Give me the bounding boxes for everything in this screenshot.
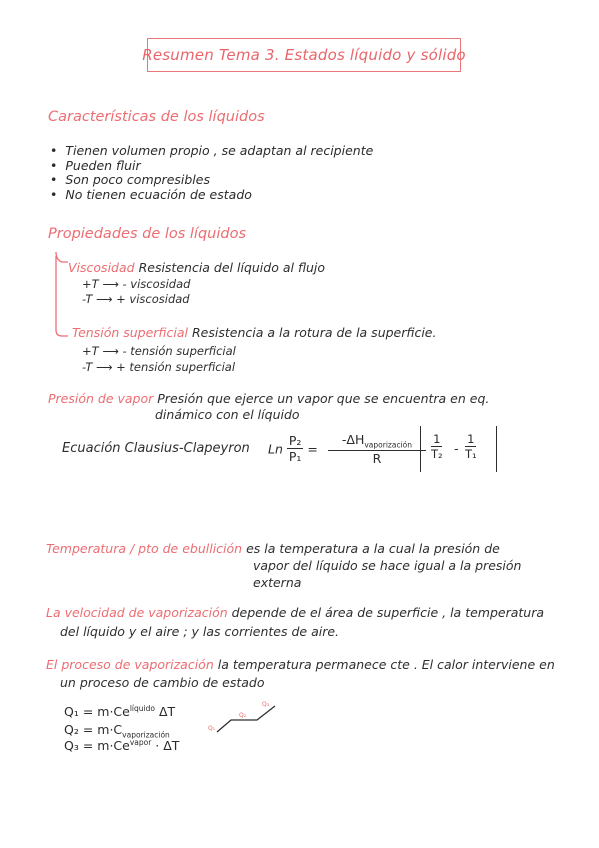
heat-equation-1 [64, 704, 175, 719]
inverse-t1 [465, 432, 477, 461]
list-item: • Tienen volumen propio , se adaptan al recipiente [50, 144, 373, 159]
viscosity-definition: Resistencia del líquido al flujo [138, 260, 326, 275]
page-title: Resumen Tema 3. Estados líquido y sólido [142, 46, 466, 64]
heat-equation-3 [64, 738, 179, 753]
q1-superscript: líquido [129, 704, 155, 713]
q1-delta-t: ΔT [158, 704, 176, 720]
delta-h-subscript: vaporización [364, 440, 412, 450]
t2: T₂ [431, 447, 443, 461]
q2-subscript: vaporización [122, 730, 170, 740]
q1-lhs: Q₁ = m·Ce [64, 704, 130, 720]
section-heading-characteristics: Características de los líquidos [48, 109, 265, 125]
viscosity-line [68, 260, 325, 275]
enthalpy-fraction [328, 432, 426, 466]
viscosity-rule-1: +T ⟶ - viscosidad [82, 277, 191, 291]
p2: P₂ [288, 433, 302, 449]
curve-label-q2: Q₂ [239, 712, 247, 719]
one-numerator: 1 [433, 432, 441, 446]
vaporization-speed-line [46, 605, 544, 620]
boiling-point-def-2: vapor del líquido se hace igual a la presión [253, 558, 522, 573]
vaporization-speed-label: La velocidad de vaporización [46, 605, 228, 620]
viscosity-label: Viscosidad [68, 260, 135, 275]
q3-delta-t: · ΔT [155, 738, 180, 754]
vaporization-speed-def-2: del líquido y el aire ; y las corrientes de aire. [60, 624, 340, 639]
vaporization-process-label: El proceso de vaporización [46, 657, 214, 672]
tension-definition: Resistencia a la rotura de la superficie. [191, 325, 437, 340]
q2-lhs: Q₂ = m·C [64, 722, 123, 737]
heat-equation-2 [64, 722, 170, 740]
characteristics-list [50, 144, 373, 202]
tension-line [72, 325, 436, 340]
enthalpy-numerator [328, 432, 426, 451]
viscosity-rule-2: -T ⟶ + viscosidad [82, 292, 190, 306]
list-item: • Son poco compresibles [50, 173, 373, 188]
vaporization-process-def-2: un proceso de cambio de estado [60, 675, 265, 690]
pressure-ratio [287, 433, 304, 464]
t1: T₁ [465, 447, 477, 461]
ln-symbol: Ln [268, 441, 283, 457]
curve-label-q3: Q₃ [262, 701, 270, 708]
vapor-pressure-def-1: Presión que ejerce un vapor que se encuentra en eq. [157, 391, 490, 406]
vaporization-process-line [46, 657, 555, 672]
delta-h: -ΔH [341, 432, 365, 447]
tension-rule-1: +T ⟶ - tensión superficial [82, 344, 236, 358]
vapor-pressure-label: Presión de vapor [48, 391, 154, 406]
gas-constant: R [372, 450, 382, 466]
one-numerator: 1 [467, 432, 475, 446]
vapor-pressure-def-2: dinámico con el líquido [155, 407, 300, 422]
boiling-point-def-1: es la temperatura a la cual la presión de [246, 541, 500, 556]
list-item: • Pueden fluir [50, 159, 373, 174]
section-heading-properties: Propiedades de los líquidos [48, 226, 247, 242]
curve-label-q1: Q₁ [208, 725, 216, 732]
vapor-pressure-line [48, 391, 489, 406]
boiling-point-def-3: externa [253, 575, 302, 590]
equation-name: Ecuación Clausius-Clapeyron [62, 441, 250, 456]
vaporization-speed-def-1: depende de el área de superficie , la temperatura [231, 605, 545, 620]
q3-lhs: Q₃ = m·Ce [64, 738, 130, 754]
title-box [142, 38, 466, 72]
boiling-point-label: Temperatura / pto de ebullición [46, 541, 243, 556]
temperature-bracket: $\frac{1}{\text{T₂}}$ - $\frac{1}{\text{T₁}}$ [420, 426, 497, 472]
heating-curve-sketch [205, 700, 285, 740]
clausius-clapeyron-equation: Ln $\frac{\text{P₂}}{\text{P₁}}$ = $\frac{-\Delta H_{vaporización}}{R}$ [268, 432, 426, 466]
vaporization-process-def-1: la temperatura permanece cte . El calor interviene en [217, 657, 555, 672]
tension-rule-2: -T ⟶ + tensión superficial [82, 360, 236, 374]
tension-label: Tensión superficial [72, 325, 188, 340]
p1: P₁ [288, 449, 302, 465]
list-item: • No tienen ecuación de estado [50, 188, 373, 203]
q3-superscript: vapor [129, 738, 152, 747]
inverse-t2 [431, 432, 443, 461]
boiling-point-line [46, 541, 500, 556]
